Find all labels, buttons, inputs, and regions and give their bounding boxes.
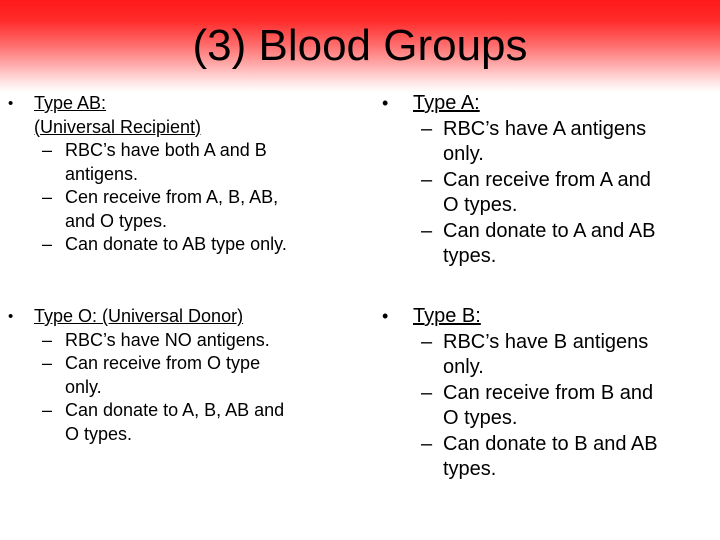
item-line: types. <box>443 245 497 267</box>
item-line: Can donate to A and AB <box>443 219 656 242</box>
type-b-item <box>382 330 658 381</box>
type-o-item <box>8 329 284 353</box>
dash-icon: – <box>42 400 53 420</box>
item-line: and O types. <box>65 210 168 231</box>
type-ab-heading-line1: Type AB: <box>34 93 107 113</box>
dash-icon: – <box>42 234 53 254</box>
item-line: Cen receive from A, B, AB, <box>65 187 279 207</box>
bullet-icon: • <box>382 93 389 113</box>
bullet-icon: • <box>382 306 389 326</box>
type-b-heading <box>382 304 658 330</box>
type-a-item <box>382 168 655 219</box>
type-ab-item <box>8 139 287 186</box>
type-ab-heading <box>8 92 287 139</box>
dash-icon: – <box>421 117 433 140</box>
type-a-item <box>382 219 655 270</box>
bullet-icon: • <box>8 308 14 325</box>
type-ab-heading-line2: (Universal Recipient) <box>34 116 202 137</box>
slide-title: (3) Blood Groups <box>192 21 528 70</box>
type-o-section <box>8 305 284 446</box>
item-line: only. <box>443 356 484 378</box>
type-o-heading-text: Type O: (Universal Donor) <box>34 306 244 326</box>
item-line: Can receive from O type <box>65 353 261 373</box>
item-line: antigens. <box>65 163 139 184</box>
item-line: O types. <box>443 407 518 429</box>
item-line: Can donate to B and AB <box>443 432 658 455</box>
item-line: Can receive from A and <box>443 168 651 191</box>
dash-icon: – <box>421 330 433 353</box>
type-a-heading-text: Type A: <box>413 92 480 114</box>
type-ab-item <box>8 186 287 233</box>
item-line: Can receive from B and <box>443 381 654 404</box>
dash-icon: – <box>42 329 53 350</box>
type-b-section <box>382 304 658 483</box>
type-b-heading-text: Type B: <box>413 305 481 327</box>
type-b-item <box>382 432 658 483</box>
item-line: O types. <box>443 194 518 216</box>
dash-icon: – <box>42 140 53 160</box>
type-ab-item <box>8 233 287 257</box>
item-line: O types. <box>65 423 133 444</box>
item-line: Can donate to A, B, AB and <box>65 400 285 420</box>
item-line: RBC’s have NO antigens. <box>65 329 270 350</box>
type-b-item <box>382 381 658 432</box>
item-line: RBC’s have A antigens <box>443 117 647 140</box>
item-line: only. <box>65 376 102 397</box>
type-o-item <box>8 352 284 399</box>
item-line: types. <box>443 458 497 480</box>
dash-icon: – <box>42 353 53 373</box>
item-line: RBC’s have B antigens <box>443 330 649 353</box>
bullet-icon: • <box>8 95 14 112</box>
type-o-item <box>8 399 284 446</box>
dash-icon: – <box>42 187 53 207</box>
item-line: only. <box>443 143 484 165</box>
type-a-section <box>382 91 655 270</box>
dash-icon: – <box>421 168 433 191</box>
type-a-heading <box>382 91 655 117</box>
item-line: Can donate to AB type only. <box>65 234 287 254</box>
type-a-item <box>382 117 655 168</box>
dash-icon: – <box>421 432 433 455</box>
dash-icon: – <box>421 219 433 242</box>
item-line: RBC’s have both A and B <box>65 140 267 160</box>
dash-icon: – <box>421 381 433 404</box>
type-ab-section <box>8 92 287 257</box>
type-o-heading <box>8 305 284 329</box>
